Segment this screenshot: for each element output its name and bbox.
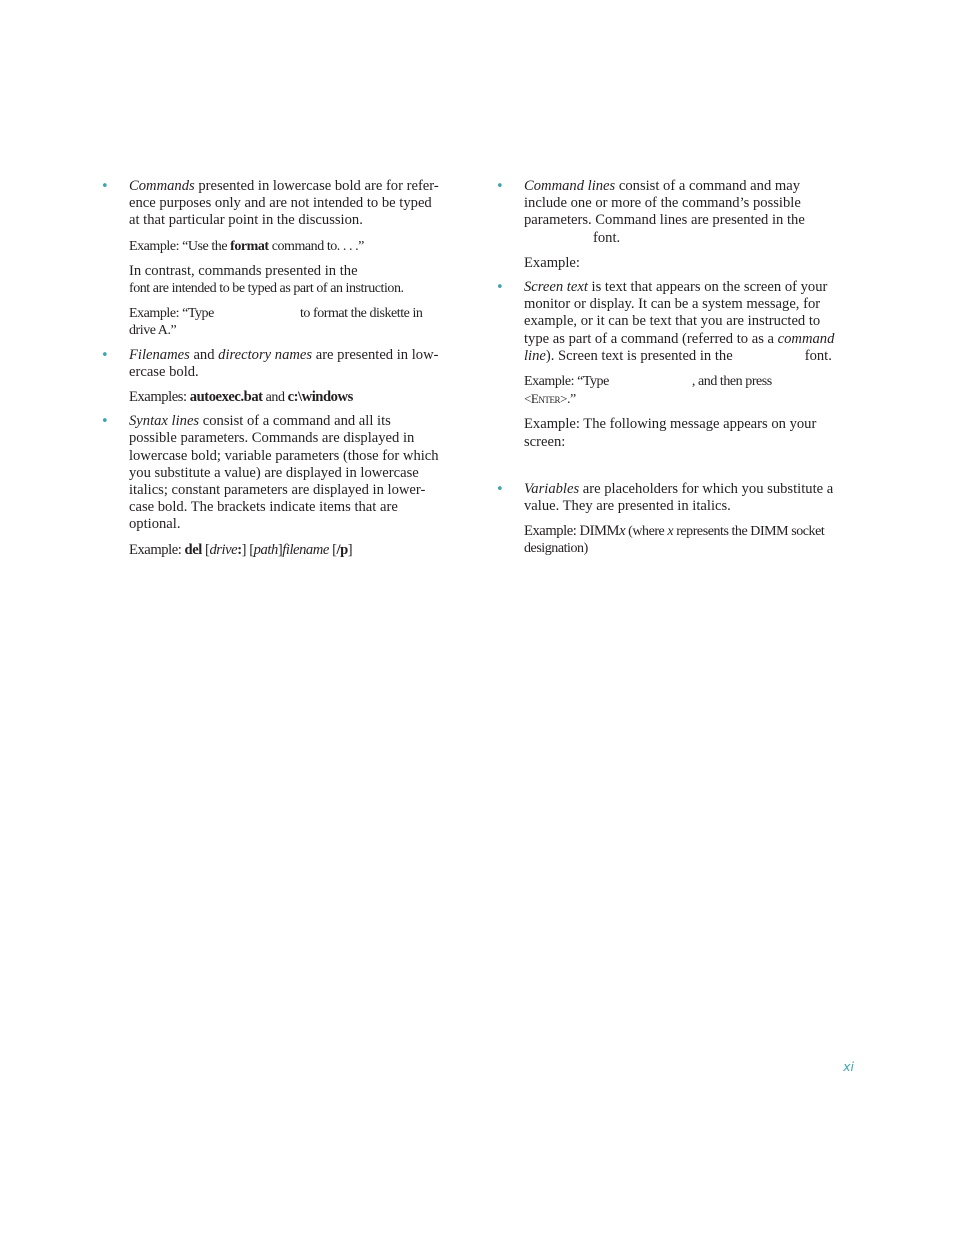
screen-text-description: Screen text is text that appears on the screen of your monitor or display. It can be a system message, for example, or it can be text that you are instructed to type as part of a command (referred to as a command line). Screen text is presented in the font. <box>524 279 835 364</box>
bullet-icon: • <box>496 179 504 194</box>
bullet-icon: • <box>101 179 109 194</box>
right-column <box>496 178 856 565</box>
page-number: xi <box>843 1059 854 1074</box>
commands-example-type: Example: “Type to format the diskette in drive A.” <box>129 306 423 339</box>
variables-example: Example: DIMMx (where x represents the DIMM socket designation) <box>524 523 825 557</box>
list-item-command-lines <box>496 178 856 272</box>
filenames-description: Filenames and directory names are presented in low- ercase bold. <box>129 346 439 380</box>
syntax-description: Syntax lines consist of a command and all its possible parameters. Commands are displayed in lowercase bold; variable parameters (those for which you substitute a value) are displayed in lowercase italics; constant parameters are displayed in lower- case bold. The brackets indicate items that are optional. <box>129 413 439 533</box>
bullet-icon: • <box>496 481 504 497</box>
list-item-screen-text <box>496 279 856 451</box>
list-item-commands <box>101 178 463 340</box>
bullet-icon: • <box>101 347 109 363</box>
term-commands: Commands <box>129 178 195 194</box>
variables-description: Variables are placeholders for which you substitute a value. They are presented in italics. <box>524 480 834 515</box>
commands-description: Commands presented in lowercase bold are for refer- ence purposes only and are not intended to be typed at that particular point in the discussion. <box>129 178 439 229</box>
commands-contrast: In contrast, commands presented in the font are intended to be typed as part of an instruction. <box>129 262 404 297</box>
filenames-example: Examples: autoexec.bat and c:\windows <box>129 389 353 406</box>
screen-text-example-message: Example: The following message appears on your screen: <box>524 416 817 450</box>
bullet-icon: • <box>101 414 109 430</box>
command-lines-example: Example: <box>524 254 580 271</box>
screen-text-example-type: Example: “Type , and then press <Enter>.” <box>524 374 772 408</box>
left-column <box>101 178 463 566</box>
syntax-example: Example: del [drive:] [path]filename [/p] <box>129 541 353 558</box>
list-item-syntax-lines <box>101 413 463 559</box>
list-item-variables <box>496 481 856 558</box>
bullet-icon: • <box>496 280 504 296</box>
command-lines-description: Command lines consist of a command and may include one or more of the command’s possible parameters. Command lines are presented in the font. <box>524 178 805 246</box>
list-item-filenames <box>101 347 463 407</box>
commands-example-format: Example: “Use the format command to. . . .” <box>129 238 364 254</box>
